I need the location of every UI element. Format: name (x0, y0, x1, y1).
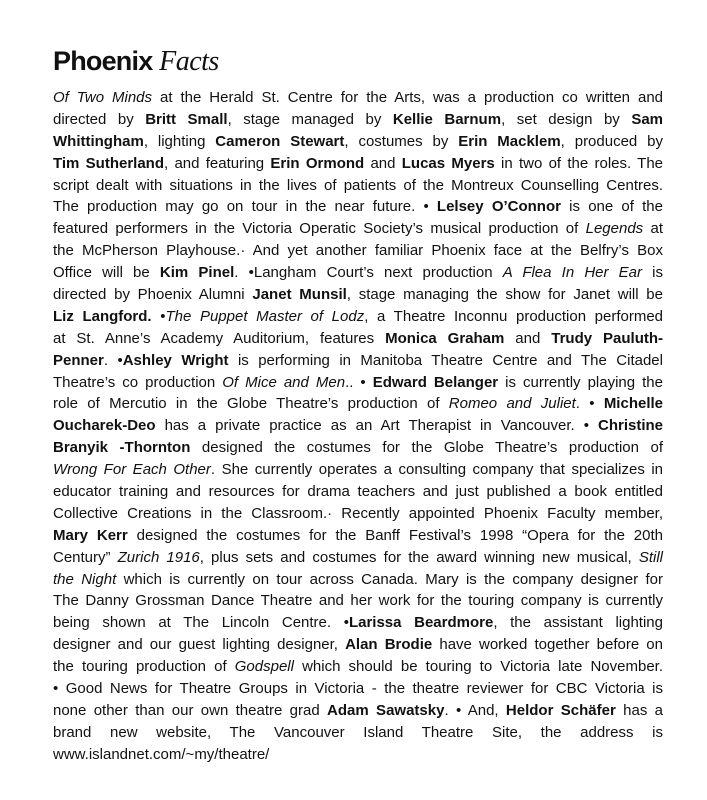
title-italic: Facts (159, 46, 219, 77)
text-run: the touring production of (53, 658, 235, 676)
text-line (53, 634, 663, 656)
text-run: , produced by (560, 132, 663, 150)
text-line (53, 481, 663, 503)
text-line (53, 218, 663, 240)
text-line (53, 196, 663, 218)
name-highlight: Branyik -Thornton (53, 439, 191, 457)
text-run: , a Theatre Inconnu production performed (364, 307, 664, 325)
text-run: designer and our guest lighting designer, (53, 636, 346, 654)
text-line (53, 722, 663, 744)
name-highlight: Heldor Schäfer (505, 701, 616, 719)
name-highlight: Michelle (603, 395, 663, 413)
title-italic-text: The Puppet Master of Lodz (165, 307, 365, 325)
text-run: . • And, (444, 701, 506, 719)
title-italic-text: Wrong For Each Other (53, 461, 211, 479)
title-italic-text: Of Two Minds (53, 89, 153, 106)
text-line (53, 372, 663, 394)
text-run: has a private practice as an Art Therapist in Vancouver. • (155, 417, 598, 435)
text-line (53, 109, 663, 131)
text-line (53, 153, 663, 175)
text-run: . • (103, 351, 123, 369)
text-run: is performing in Manitoba Theatre Centre and The Citadel (228, 351, 663, 369)
name-highlight: Cameron Stewart (215, 132, 345, 150)
name-highlight: Liz Langford. (53, 307, 152, 325)
name-highlight: Larissa Beardmore (348, 614, 494, 632)
text-line (53, 503, 663, 525)
text-run: being shown at The Lincoln Centre. • (53, 614, 349, 632)
name-highlight: Monica Graham (385, 329, 505, 347)
name-highlight: Penner (53, 351, 104, 369)
text-run: , and featuring (164, 154, 271, 172)
text-line (53, 262, 663, 284)
text-run: , stage managed by (227, 110, 393, 128)
article-body (53, 87, 663, 766)
text-run: , set design by (501, 110, 632, 128)
text-run: in two of the roles. The (494, 154, 664, 172)
text-run: is one of the (560, 198, 663, 216)
text-run: , plus sets and costumes for the award winning new musical, (199, 548, 639, 566)
text-line (53, 87, 663, 109)
name-highlight: Mary Kerr (53, 526, 128, 544)
text-line (53, 612, 663, 634)
text-run: The Danny Grossman Dance Theatre and her work for the touring company is currently (53, 592, 663, 610)
text-run: Collective Creations in the Classroom.· Recently appointed Phoenix Faculty member, (53, 504, 663, 522)
name-highlight: Britt Small (145, 110, 228, 128)
text-run: . She currently operates a consulting company that specializes in (210, 461, 663, 479)
name-highlight: Ashley Wright (122, 351, 229, 369)
text-run: none other than our own theatre grad (53, 701, 328, 719)
name-highlight: Alan Brodie (345, 636, 433, 654)
text-run: directed by Phoenix Alumni (53, 286, 253, 304)
text-run: , costumes by (344, 132, 459, 150)
text-line (53, 656, 663, 678)
text-run: , lighting (143, 132, 216, 150)
name-highlight: Lucas Myers (401, 154, 495, 172)
title-italic-text: A Flea In Her Ear (502, 264, 643, 282)
text-line (53, 569, 663, 591)
name-highlight: Christine (597, 417, 663, 435)
name-highlight: Lelsey O’Connor (436, 198, 561, 216)
title-italic-text: Zurich 1916 (117, 548, 200, 566)
text-run: brand new website, The Vancouver Island Theatre Site, the address is (53, 723, 663, 741)
text-line (53, 547, 663, 569)
text-line (53, 700, 663, 722)
text-run: • (151, 307, 166, 325)
text-run: www.islandnet.com/~my/theatre/ (53, 745, 270, 763)
text-line (53, 415, 663, 437)
name-highlight: Edward Belanger (372, 373, 499, 391)
text-run: is currently playing the (498, 373, 663, 391)
text-line (53, 744, 663, 766)
text-run: at St. Anne’s Academy Auditorium, features (53, 329, 386, 347)
text-run: the McPherson Playhouse.· And yet another familiar Phoenix face at the Belfry’s Box (53, 242, 663, 260)
text-line (53, 678, 663, 700)
text-run: directed by (53, 110, 146, 128)
name-highlight: Trudy Pauluth- (551, 329, 664, 347)
title-bold: Phoenix (53, 46, 153, 76)
text-run: designed the costumes for the Banff Festival’s 1998 “Opera for the 20th (127, 526, 663, 544)
text-run: which is currently on tour across Canada. Mary is the company designer for (116, 570, 663, 588)
text-run: The production may go on tour in the near future. • (53, 198, 437, 216)
name-highlight: Kim Pinel (159, 264, 235, 282)
text-run: . •Langham Court’s next production (234, 264, 503, 282)
text-run: . • (575, 395, 604, 413)
text-run: • Good News for Theatre Groups in Victoria - the theatre reviewer for CBC Victoria is (53, 680, 663, 698)
text-run: script dealt with situations in the lives of patients of the Montreux Counselling Centres. (53, 176, 663, 194)
name-highlight: Erin Ormond (270, 154, 365, 172)
title-italic-text: the Night (53, 570, 117, 588)
text-run: have worked together before on (432, 636, 663, 654)
text-line (53, 525, 663, 547)
text-run: designed the costumes for the Globe Theatre’s production of (190, 439, 663, 457)
text-line (53, 175, 663, 197)
text-run: is (642, 264, 664, 282)
text-line (53, 393, 663, 415)
text-run: has a (615, 701, 664, 719)
text-run: .. • (345, 373, 373, 391)
text-run: which should be touring to Victoria late November. (293, 658, 663, 676)
text-run: , the assistant lighting (493, 614, 663, 632)
text-line (53, 240, 663, 262)
text-run: featured performers in the Victoria Operatic Society’s musical production of (53, 220, 586, 238)
text-line (53, 306, 663, 328)
title-italic-text: Still (638, 548, 663, 566)
name-highlight: Adam Sawatsky (327, 701, 445, 719)
text-line (53, 131, 663, 153)
page-title (53, 44, 219, 79)
title-italic-text: Legends (585, 220, 644, 238)
text-run: and (364, 154, 402, 172)
text-run: role of Mercutio in the Globe Theatre’s production of (53, 395, 449, 413)
text-run: and (504, 329, 552, 347)
text-run: at (643, 220, 663, 238)
name-highlight: Kellie Barnum (392, 110, 502, 128)
name-highlight: Whittingham (53, 132, 144, 150)
name-highlight: Oucharek-Deo (53, 417, 156, 435)
text-run: Office will be (53, 264, 160, 282)
name-highlight: Erin Macklem (458, 132, 561, 150)
title-italic-text: Of Mice and Men (222, 373, 346, 391)
name-highlight: Janet Munsil (252, 286, 347, 304)
name-highlight: Tim Sutherland (53, 154, 165, 172)
title-italic-text: Romeo and Juliet (448, 395, 576, 413)
text-run: at the Herald St. Centre for the Arts, was a production co written and (152, 89, 664, 106)
text-line (53, 284, 663, 306)
title-italic-text: Godspell (234, 658, 294, 676)
text-line (53, 590, 663, 612)
text-line (53, 350, 663, 372)
text-run: , stage managing the show for Janet will be (346, 286, 663, 304)
text-run: educator training and resources for drama teachers and just published a book entitled (53, 483, 663, 501)
text-run: Theatre’s co production (53, 373, 223, 391)
text-line (53, 459, 663, 481)
text-run: Century” (53, 548, 118, 566)
name-highlight: Sam (631, 110, 663, 128)
text-line (53, 328, 663, 350)
text-line (53, 437, 663, 459)
